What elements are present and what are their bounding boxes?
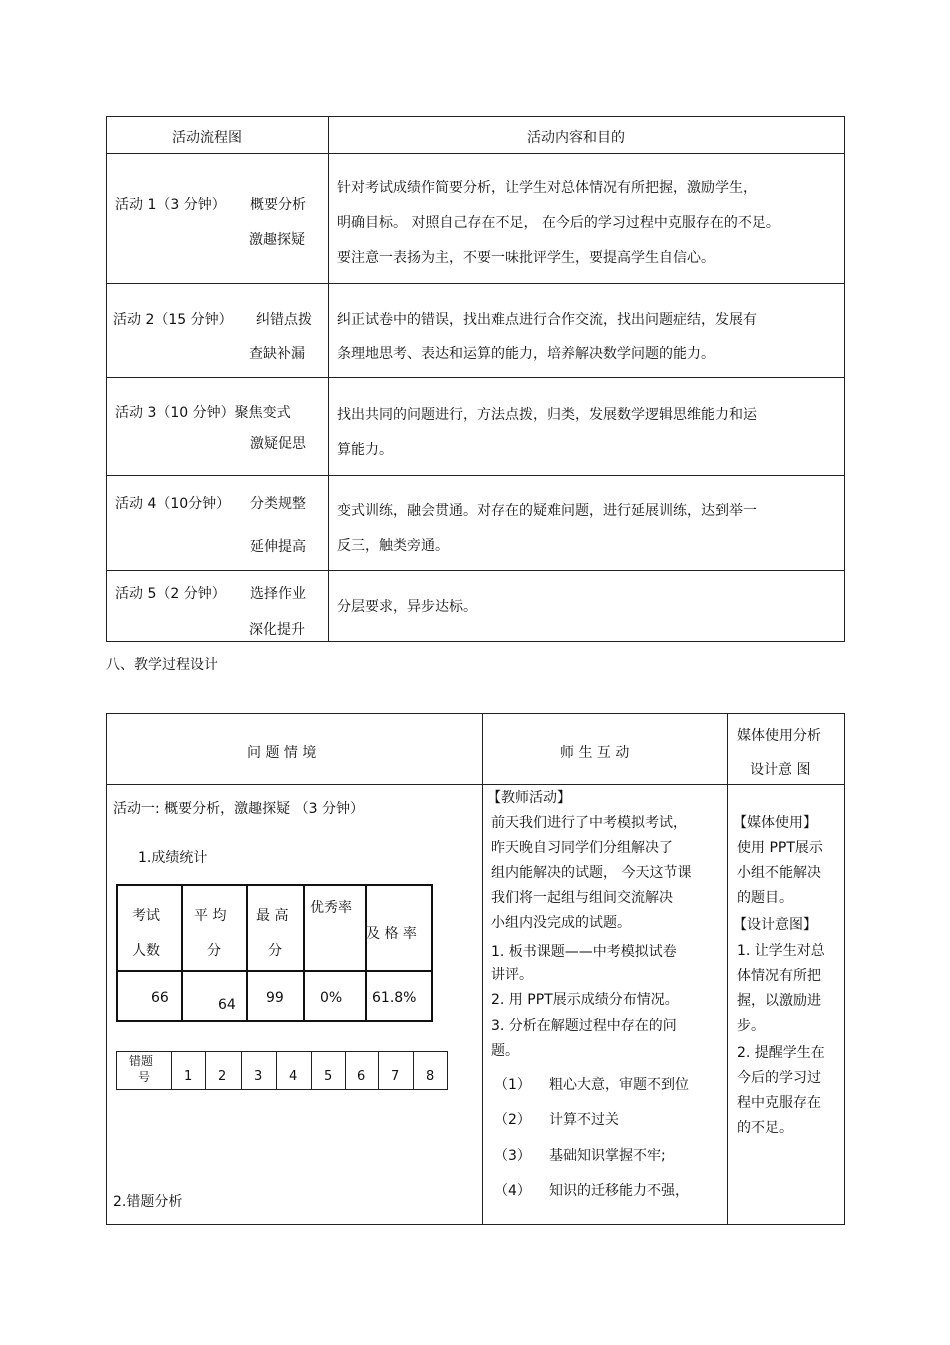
media-line-12: 程中克服存在 [737,1095,821,1111]
flow-row2-tag: 纠错点拨 [256,312,312,328]
stats-header-max-1: 最 高 [256,908,289,924]
wrong-number-3: 3 [254,1069,263,1084]
flow-row3-activity: 活动 3（10 分钟）聚焦变式 [115,405,291,421]
flow-row1-content-line3: 要注意一表扬为主，不要一味批评学生，要提高学生自信心。 [337,250,715,266]
flow-row3-content-line1: 找出共同的问题进行，方法点拨，归类，发展数学逻辑思维能力和运 [337,407,757,423]
flow-row5-activity: 活动 5（2 分钟） [115,586,226,602]
media-line-5: 【设计意图】 [733,917,817,933]
flow-row1-activity: 活动 1（3 分钟） [115,197,226,213]
teacher-line-5: 我们将一起组与组间交流解决 [491,890,673,906]
stats-header-avg-1: 平 均 [194,908,227,924]
flow-row1-content-line1: 针对考试成绩作简要分析，让学生对总体情况有所把握，激励学生， [337,180,757,196]
activity-title: 活动一: 概要分析，激趣探疑 （3 分钟） [113,801,364,817]
stats-value-avg: 64 [218,997,236,1013]
flow-row4-tag2: 延伸提高 [250,539,306,555]
flow-row4-activity: 活动 4（10分钟） [115,496,231,512]
wrong-number-1: 1 [184,1069,193,1084]
stats-header-avg-2: 分 [207,943,221,959]
process-header-media-2: 设计意 图 [750,762,811,778]
media-line-3: 小组不能解决 [737,865,821,881]
flow-row2-content-line2: 条理地思考、表达和运算的能力，培养解决数学问题的能力。 [337,346,715,362]
flow-row1-tag: 概要分析 [250,197,306,213]
flow-header-left: 活动流程图 [172,130,242,146]
flow-row3-content-line2: 算能力。 [337,442,393,458]
flow-table-divider [328,116,329,642]
wrong-number-6: 6 [357,1069,366,1084]
stats-header-max-2: 分 [268,943,282,959]
media-line-10: 2. 提醒学生在 [737,1045,825,1061]
stats-label: 1.成绩统计 [138,850,208,866]
flow-row2-tag2: 查缺补漏 [249,346,305,362]
reason-2-text: 计算不过关 [549,1112,619,1128]
process-header-situation: 问 题 情 境 [247,745,317,761]
error-analysis-label: 2.错题分析 [113,1194,183,1210]
teacher-line-6: 小组内没完成的试题。 [491,915,631,931]
wrong-number-5: 5 [324,1069,333,1084]
media-line-2: 使用 PPT展示 [737,840,823,856]
stats-header-pass: 及 格 率 [366,926,417,942]
reason-4-num: （4） [494,1183,531,1199]
teacher-line-9: 2. 用 PPT展示成绩分布情况。 [491,992,679,1008]
wrong-header-2: 号 [138,1070,151,1084]
stats-value-max: 99 [266,990,284,1006]
teacher-line-10: 3. 分析在解题过程中存在的问 [491,1018,677,1034]
stats-header-count-1: 考试 [132,908,160,924]
stats-value-count: 66 [151,990,169,1006]
flow-row5-tag2: 深化提升 [249,622,305,638]
wrong-header-1: 错题 [129,1054,154,1068]
stats-value-excellent: 0% [320,990,343,1006]
reason-1-num: （1） [494,1077,531,1093]
media-line-4: 的题目。 [737,890,793,906]
wrong-number-2: 2 [218,1069,227,1084]
reason-1-text: 粗心大意，审题不到位 [549,1077,689,1093]
flow-row2-content-line1: 纠正试卷中的错误，找出难点进行合作交流，找出问题症结，发展有 [337,312,757,328]
flow-row3-tag2: 激疑促思 [250,436,306,452]
media-line-13: 的不足。 [737,1120,793,1136]
teacher-line-4: 组内能解决的试题， 今天这节课 [491,865,692,881]
stats-value-pass: 61.8% [372,990,417,1006]
reason-3-num: （3） [494,1148,531,1164]
flow-row5-tag: 选择作业 [250,586,306,602]
teacher-line-11: 题。 [491,1043,519,1059]
teacher-line-2: 前天我们进行了中考模拟考试， [491,815,687,831]
flow-row4-content-line2: 反三，触类旁通。 [337,538,449,554]
media-line-8: 握，以激励进 [737,993,821,1009]
media-line-9: 步。 [737,1018,765,1034]
teacher-line-3: 昨天晚自习同学们分组解决了 [491,840,673,856]
wrong-number-4: 4 [289,1069,298,1084]
stats-header-count-2: 人数 [132,943,160,959]
process-header-media-1: 媒体使用分析 [737,728,821,744]
flow-header-right: 活动内容和目的 [527,130,625,146]
media-line-11: 今后的学习过 [737,1070,821,1086]
teacher-line-8: 讲评。 [491,967,533,983]
teacher-line-1: 【教师活动】 [487,790,571,806]
reason-3-text: 基础知识掌握不牢; [549,1148,666,1164]
reason-4-text: 知识的迁移能力不强， [549,1183,689,1199]
flow-row2-activity: 活动 2（15 分钟） [113,312,233,328]
flow-row1-content-line2: 明确目标。 对照自己存在不足， 在今后的学习过程中克服存在的不足。 [337,215,780,231]
media-line-1: 【媒体使用】 [733,815,817,831]
flow-row5-content-line1: 分层要求，异步达标。 [337,599,477,615]
flow-row4-content-line1: 变式训练，融会贯通。对存在的疑难问题，进行延展训练，达到举一 [337,503,757,519]
wrong-number-8: 8 [426,1069,435,1084]
stats-header-excellent: 优秀率 [310,900,352,916]
wrong-number-7: 7 [391,1069,400,1084]
process-header-interaction: 师 生 互 动 [560,745,630,761]
teacher-line-7: 1. 板书课题——中考模拟试卷 [491,944,677,960]
flow-row1-tag2: 激趣探疑 [249,232,305,248]
media-line-7: 体情况有所把 [737,968,821,984]
reason-2-num: （2） [494,1112,531,1128]
media-line-6: 1. 让学生对总 [737,943,825,959]
flow-row4-tag: 分类规整 [250,496,306,512]
section-title: 八、教学过程设计 [106,657,218,673]
